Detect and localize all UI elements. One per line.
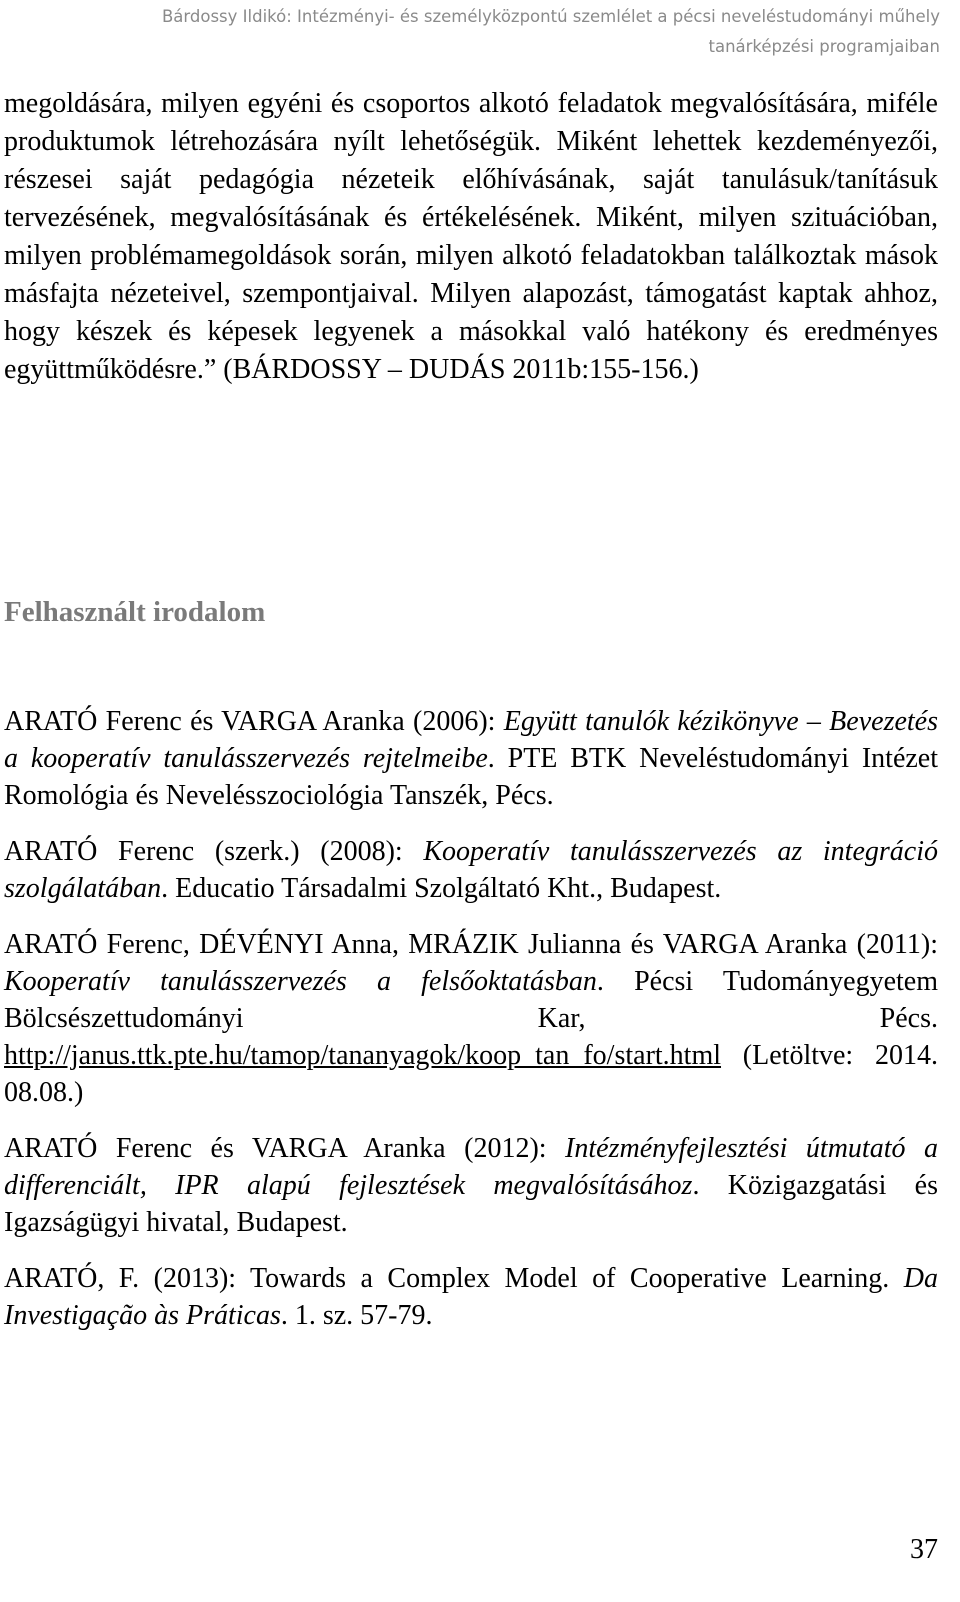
reference-list xyxy=(4,703,938,1353)
running-header xyxy=(10,2,940,62)
reference-authors-year: ARATÓ Ferenc és VARGA Aranka (2006): xyxy=(4,706,504,737)
reference-publisher: . Educatio Társadalmi Szolgáltató Kht., Budapest. xyxy=(161,873,722,904)
section-heading: Felhasznált irodalom xyxy=(4,596,266,628)
reference-authors-year: ARATÓ, F. (2013): Towards a Complex Model of Cooperative Learning. xyxy=(4,1263,904,1294)
reference-entry xyxy=(4,703,938,814)
reference-title: Együtt tanulók kézikönyve – Bevezetés a kooperatív tanulásszervezés rejtelmeibe xyxy=(4,706,938,774)
reference-entry xyxy=(4,833,938,907)
running-header-line-2: tanárképzési programjaiban xyxy=(708,37,940,56)
reference-issue-pages: . 1. sz. 57-79. xyxy=(280,1300,433,1331)
reference-authors-year: ARATÓ Ferenc, DÉVÉNYI Anna, MRÁZIK Julianna és VARGA Aranka (2011): xyxy=(4,929,938,960)
reference-title: Kooperatív tanulásszervezés az integráció szolgálatában xyxy=(4,836,938,904)
reference-authors-year: ARATÓ Ferenc és VARGA Aranka (2012): xyxy=(4,1133,566,1164)
reference-title: Kooperatív tanulásszervezés a felsőoktatásban xyxy=(4,966,597,997)
reference-title: Intézményfejlesztési útmutató a differenciált, IPR alapú fejlesztések megvalósításához xyxy=(4,1133,938,1201)
page-number: 37 xyxy=(910,1534,938,1565)
reference-publisher: . Pécsi Tudományegyetem Bölcsészettudományi Kar, Pécs. xyxy=(4,966,939,1034)
running-header-line-1: Bárdossy Ildikó: Intézményi- és személyközpontú szemlélet a pécsi neveléstudományi műhely xyxy=(161,7,940,26)
reference-link[interactable]: http://janus.ttk.pte.hu/tamop/tananyagok/koop_tan_fo/start.html xyxy=(4,1040,722,1071)
reference-download-date: (Letöltve: 2014. 08.08.) xyxy=(4,1040,938,1108)
reference-entry xyxy=(4,1260,938,1334)
reference-journal: Da Investigação às Práticas xyxy=(4,1263,938,1331)
reference-publisher: . Közigazgatási és Igazságügyi hivatal, Budapest. xyxy=(4,1170,938,1238)
reference-entry xyxy=(4,1130,938,1241)
reference-authors-year: ARATÓ Ferenc (szerk.) (2008): xyxy=(4,836,424,867)
reference-entry xyxy=(4,926,938,1111)
reference-publisher: . PTE BTK Neveléstudományi Intézet Romológia és Nevelésszociológia Tanszék, Pécs. xyxy=(4,743,939,811)
quote-paragraph: megoldására, milyen egyéni és csoportos alkotó feladatok megvalósítására, miféle produktumok létrehozására nyílt lehetőségük. Miként lehettek kezdeményezői, részesei saját pedagógia nézeteik előhívásának, saját tanulásuk/tanításuk tervezésének, megvalósításának és értékelésének. Miként, milyen szituációban, milyen problémamegoldások során, milyen alkotó feladatokban találkoztak mások másfajta nézeteivel, szempontjaival. Milyen alapozást, támogatást kaptak ahhoz, hogy készek és képesek legyenek a másokkal való hatékony és eredményes együttműködésre.” (BÁRDOSSY – DUDÁS 2011b:155-156.) xyxy=(4,88,938,385)
